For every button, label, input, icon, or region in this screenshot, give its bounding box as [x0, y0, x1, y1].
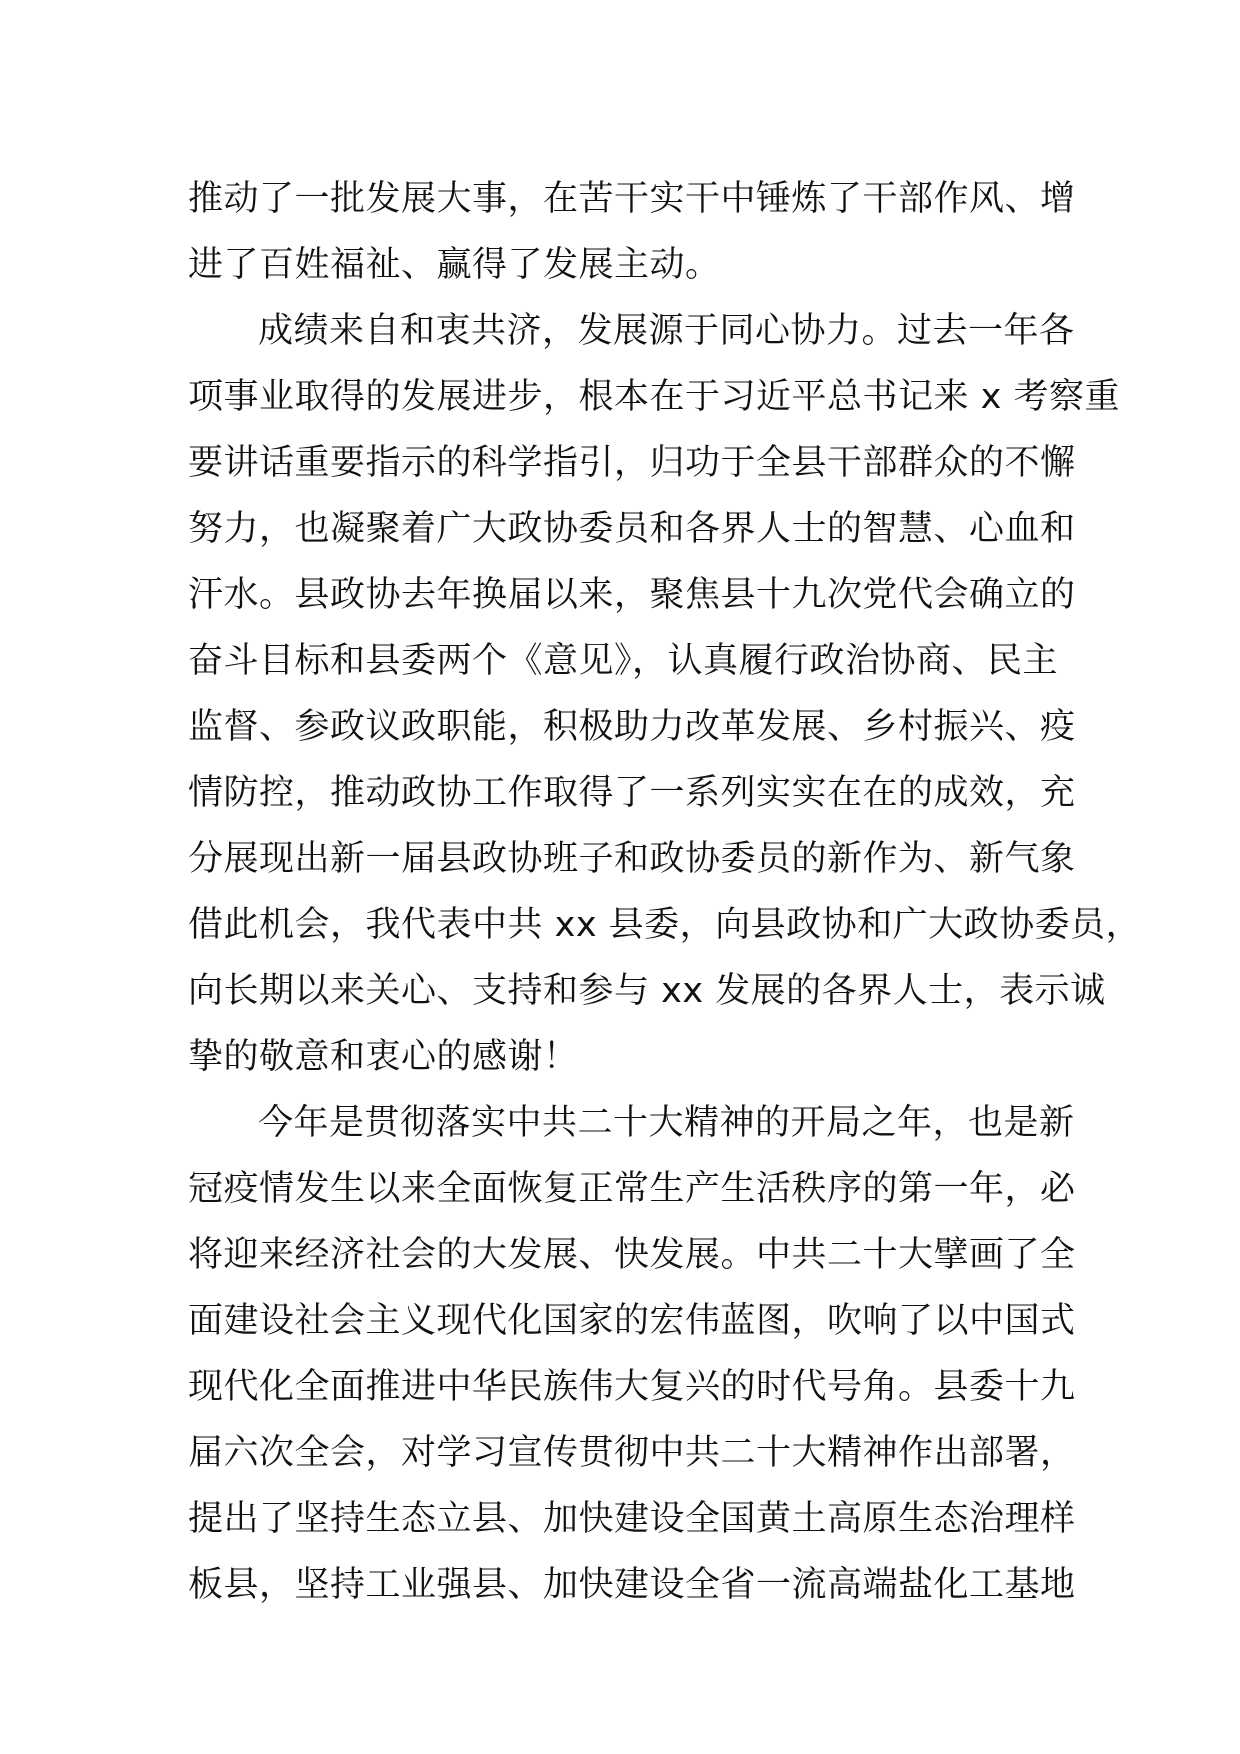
text-line: 进了百姓福祉、赢得了发展主动。: [188, 245, 721, 285]
text-line: 情防控，推动政协工作取得了一系列实实在在的成效，充: [188, 773, 1076, 813]
text-line: 向长期以来关心、支持和参与 xx 发展的各界人士，表示诚: [188, 971, 1106, 1011]
text-line: 分展现出新一届县政协班子和政协委员的新作为、新气象: [188, 839, 1076, 879]
text-line: 要讲话重要指示的科学指引，归功于全县干部群众的不懈: [188, 443, 1076, 483]
text-line: 面建设社会主义现代化国家的宏伟蓝图，吹响了以中国式: [188, 1301, 1076, 1341]
text-line: 借此机会，我代表中共 xx 县委，向县政协和广大政协委员，: [188, 905, 1142, 945]
text-line: 努力，也凝聚着广大政协委员和各界人士的智慧、心血和: [188, 509, 1076, 549]
text-line: 项事业取得的发展进步，根本在于习近平总书记来 x 考察重: [188, 377, 1120, 417]
text-line: 板县，坚持工业强县、加快建设全省一流高端盐化工基地: [188, 1565, 1076, 1605]
text-line: 奋斗目标和县委两个《意见》，认真履行政治协商、民主: [188, 641, 1059, 681]
paragraph-first-line: 今年是贯彻落实中共二十大精神的开局之年，也是新: [258, 1103, 1075, 1143]
text-line: 挚的敬意和衷心的感谢！: [188, 1037, 579, 1077]
text-line: 汗水。县政协去年换届以来，聚焦县十九次党代会确立的: [188, 575, 1076, 615]
paragraph-first-line: 成绩来自和衷共济，发展源于同心协力。过去一年各: [258, 311, 1075, 351]
text-line: 监督、参政议政职能，积极助力改革发展、乡村振兴、疫: [188, 707, 1076, 747]
text-line: 推动了一批发展大事，在苦干实干中锤炼了干部作风、增: [188, 179, 1076, 219]
text-line: 现代化全面推进中华民族伟大复兴的时代号角。县委十九: [188, 1367, 1076, 1407]
text-line: 将迎来经济社会的大发展、快发展。中共二十大擘画了全: [188, 1235, 1076, 1275]
text-line: 提出了坚持生态立县、加快建设全国黄土高原生态治理样: [188, 1499, 1076, 1539]
body-text: [188, 166, 1142, 1618]
text-line: 届六次全会，对学习宣传贯彻中共二十大精神作出部署，: [188, 1433, 1076, 1473]
text-line: 冠疫情发生以来全面恢复正常生产生活秩序的第一年，必: [188, 1169, 1076, 1209]
